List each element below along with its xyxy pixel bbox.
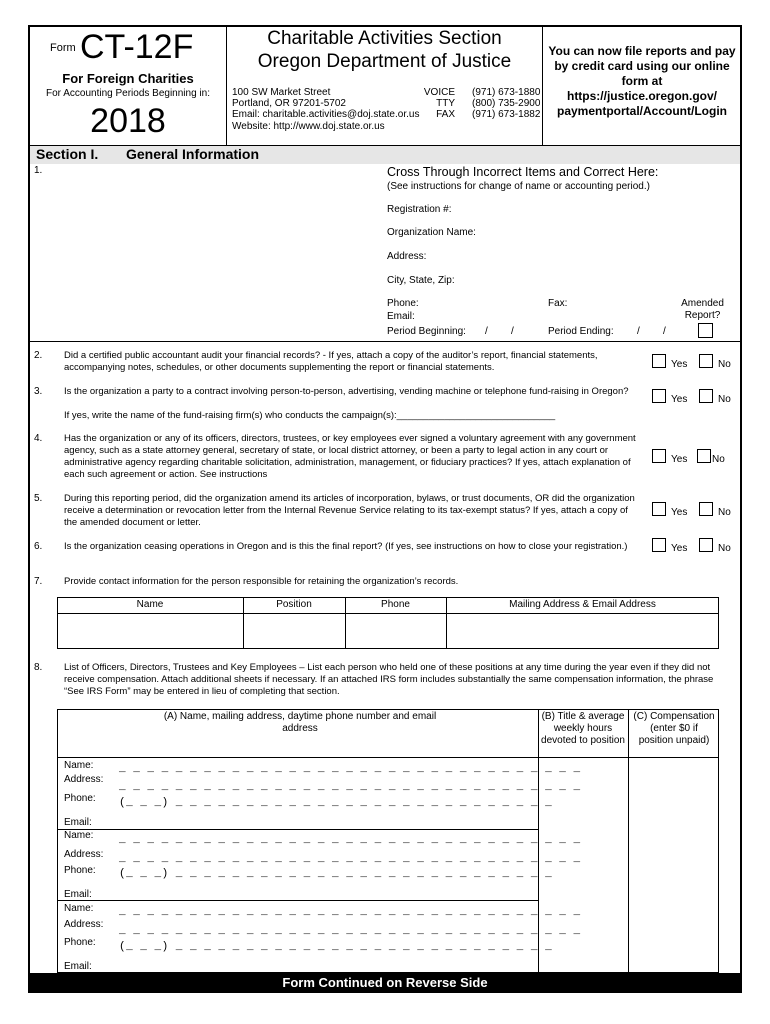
q3-no-label: No [718, 394, 731, 405]
q2-yes-checkbox[interactable] [652, 354, 666, 368]
q2-number: 2. [34, 350, 43, 361]
fax-number: (971) 673-1882 [472, 109, 541, 120]
period-end-slash-2: / [663, 326, 666, 337]
fax-field[interactable]: Fax: [548, 298, 568, 309]
voice-number: (971) 673-1880 [472, 87, 541, 98]
agency-line-2: Oregon Department of Justice [257, 51, 512, 72]
p3-address-label: Address: [64, 919, 104, 930]
address-line-2: Portland, OR 97201-5702 [232, 98, 346, 109]
q3-text-2: If yes, write the name of the fund-raising firm(s) who conducts the campaign(s):______________________________ [64, 410, 556, 421]
p3-address-line[interactable]: _ _ _ _ _ _ _ _ _ _ _ _ _ _ _ _ _ _ _ _ _ _ _ _ _ _ _ _ _ _ _ _ _ [119, 925, 581, 937]
p3-name-line[interactable]: _ _ _ _ _ _ _ _ _ _ _ _ _ _ _ _ _ _ _ _ _ _ _ _ _ _ _ _ _ _ _ _ _ [119, 906, 581, 918]
amended-label-2: Report? [684, 310, 721, 321]
q4-no-label: No [712, 454, 725, 465]
agency-line-1: Charitable Activities Section [267, 28, 502, 49]
q8-number: 8. [34, 662, 43, 673]
q3-number: 3. [34, 386, 43, 397]
website-line: Website: http://www.doj.state.or.us [232, 121, 385, 132]
p2-email-label: Email: [64, 889, 92, 900]
form-subtitle: For Foreign Charities [62, 71, 194, 86]
p3-phone-label: Phone: [64, 937, 96, 948]
period-label: For Accounting Periods Beginning in: [46, 88, 210, 99]
section-title: Section I. [36, 146, 99, 162]
q2-no-label: No [718, 359, 731, 370]
p3-phone-line[interactable]: (_ _ _) _ _ _ _ _ _ _ _ _ _ _ _ _ _ _ _ _ _ _ _ _ _ _ _ _ _ _ [119, 941, 553, 953]
q2-yes-label: Yes [671, 359, 688, 370]
q5-yes-checkbox[interactable] [652, 502, 666, 516]
q7-phone-cell[interactable] [346, 614, 445, 648]
q3-no-checkbox[interactable] [699, 389, 713, 403]
p2-phone-line[interactable]: (_ _ _) _ _ _ _ _ _ _ _ _ _ _ _ _ _ _ _ _ _ _ _ _ _ _ _ _ _ _ [119, 868, 553, 880]
q7-name-cell[interactable] [58, 614, 242, 648]
footer-bar: Form Continued on Reverse Side [30, 973, 740, 993]
phone-field[interactable]: Phone: [387, 298, 419, 309]
q7-position-cell[interactable] [244, 614, 344, 648]
q7-text: Provide contact information for the person responsible for retaining the organization’s records. [64, 576, 459, 587]
p1-address-label: Address: [64, 774, 104, 785]
address-line-1: 100 SW Market Street [232, 87, 331, 98]
q4-yes-label: Yes [671, 454, 688, 465]
p1-phone-line[interactable]: (_ _ _) _ _ _ _ _ _ _ _ _ _ _ _ _ _ _ _ _ _ _ _ _ _ _ _ _ _ _ [119, 797, 553, 809]
period-begin-slash-1: / [485, 326, 488, 337]
q6-no-label: No [718, 543, 731, 554]
period-ending-field[interactable]: Period Ending: [548, 326, 614, 337]
q5-text: During this reporting period, did the organization amend its articles of incorporation, bylaws, or trust documents, OR did the organization receive a determination or revocation letter from the Internal Revenue Service relating to its tax-exempt status? If yes, attach a copy of the amended document or letter. [64, 493, 635, 528]
p2-name-line[interactable]: _ _ _ _ _ _ _ _ _ _ _ _ _ _ _ _ _ _ _ _ _ _ _ _ _ _ _ _ _ _ _ _ _ [119, 834, 581, 846]
q4-text: Has the organization or any of its officers, directors, trustees, or key employees ever signed a voluntary agreement with any government agency, such as a state attorney general, secretary of state, or local district attorney, or been a party to legal action in any court or administrative agency regarding charitable solicitation, administration, management, or fiduciary practices? If yes, attach explanation of each such agreement or action. See instructions [64, 433, 636, 480]
q7-address-cell[interactable] [447, 614, 718, 648]
address-field[interactable]: Address: [387, 251, 427, 262]
org-name-field[interactable]: Organization Name: [387, 227, 476, 238]
p1-email-label: Email: [64, 817, 92, 828]
q5-no-checkbox[interactable] [699, 502, 713, 516]
q7-col-address: Mailing Address & Email Address [509, 599, 656, 610]
tty-label: TTY [436, 98, 455, 109]
period-beginning-field[interactable]: Period Beginning: [387, 326, 466, 337]
q8-text: List of Officers, Directors, Trustees and Key Employees – List each person who held one of these positions at any time during the year even if they did not receive compensation. Attach additional sheets if necessary. If an attached IRS form includes substantially the same compensation information, the phrase “See IRS Form” may be entered in lieu of completing that section. [64, 662, 714, 697]
q6-number: 6. [34, 541, 43, 552]
q4-yes-checkbox[interactable] [652, 449, 666, 463]
p1-name-line[interactable]: _ _ _ _ _ _ _ _ _ _ _ _ _ _ _ _ _ _ _ _ _ _ _ _ _ _ _ _ _ _ _ _ _ [119, 763, 581, 775]
q5-number: 5. [34, 493, 43, 504]
form-prefix: Form [50, 42, 76, 54]
q5-yes-label: Yes [671, 507, 688, 518]
email-field[interactable]: Email: [387, 311, 415, 322]
cross-through-note: (See instructions for change of name or accounting period.) [387, 181, 650, 192]
q7-col-name: Name [136, 599, 164, 610]
section-name: General Information [126, 146, 260, 162]
voice-label: VOICE [423, 87, 455, 98]
p1-name-label: Name: [64, 760, 94, 771]
q3-text: Is the organization a party to a contract involving person-to-person, advertising, vending machine or telephone fund-raising in Oregon? [64, 386, 629, 397]
amended-checkbox[interactable] [698, 323, 713, 338]
form-year: 2018 [90, 102, 166, 140]
q4-no-checkbox[interactable] [697, 449, 711, 463]
p2-address-label: Address: [64, 849, 104, 860]
item-1-number: 1. [34, 165, 43, 176]
fax-label: FAX [436, 109, 455, 120]
q2-text: Did a certified public accountant audit your financial records? - If yes, attach a copy of the auditor’s report, financial statements, accompanying notes, schedules, or other documents supplementing the report or financial statements. [64, 350, 598, 373]
q6-text: Is the organization ceasing operations in Oregon and is this the final report? (If yes, see instructions on how to close your registration.) [64, 541, 628, 552]
city-state-zip-field[interactable]: City, State, Zip: [387, 275, 455, 286]
q2-no-checkbox[interactable] [699, 354, 713, 368]
period-end-slash-1: / [637, 326, 640, 337]
q7-number: 7. [34, 576, 43, 587]
q3-yes-label: Yes [671, 394, 688, 405]
q8-title-hours-cell[interactable] [539, 758, 627, 972]
p1-address-line[interactable]: _ _ _ _ _ _ _ _ _ _ _ _ _ _ _ _ _ _ _ _ _ _ _ _ _ _ _ _ _ _ _ _ _ [119, 781, 581, 793]
registration-field[interactable]: Registration #: [387, 204, 452, 215]
q8-row-rule-2 [57, 900, 538, 901]
p2-name-label: Name: [64, 830, 94, 841]
q7-col-phone: Phone [381, 599, 410, 610]
form-number: CT-12F [80, 28, 194, 66]
q4-number: 4. [34, 433, 43, 444]
p3-email-label: Email: [64, 961, 92, 972]
online-notice: You can now file reports and pay by credit card using our online form at https://justice.oregon.gov/ paymentportal/Account/Login [548, 44, 736, 118]
period-begin-slash-2: / [511, 326, 514, 337]
q5-no-label: No [718, 507, 731, 518]
amended-label-1: Amended [681, 298, 724, 309]
q6-yes-label: Yes [671, 543, 688, 554]
p1-phone-label: Phone: [64, 793, 96, 804]
q6-yes-checkbox[interactable] [652, 538, 666, 552]
q7-col-position: Position [276, 599, 312, 610]
q8-col-c: (C) Compensation (enter $0 if position unpaid) [633, 711, 715, 746]
p3-name-label: Name: [64, 903, 94, 914]
email-line: Email: charitable.activities@doj.state.or.us [232, 109, 420, 120]
q3-yes-checkbox[interactable] [652, 389, 666, 403]
tty-number: (800) 735-2900 [472, 98, 541, 109]
item-1-rule [28, 341, 742, 342]
header-divider-2 [542, 26, 543, 145]
p2-phone-label: Phone: [64, 865, 96, 876]
q6-no-checkbox[interactable] [699, 538, 713, 552]
cross-through-heading: Cross Through Incorrect Items and Correct Here: [387, 165, 659, 179]
p2-address-line[interactable]: _ _ _ _ _ _ _ _ _ _ _ _ _ _ _ _ _ _ _ _ _ _ _ _ _ _ _ _ _ _ _ _ _ [119, 853, 581, 865]
q8-col-a: (A) Name, mailing address, daytime phone number and email address [163, 711, 437, 734]
q8-row-rule-1 [57, 829, 538, 830]
q8-col-b: (B) Title & average weekly hours devoted to position [541, 711, 625, 746]
q8-compensation-cell[interactable] [629, 758, 718, 972]
